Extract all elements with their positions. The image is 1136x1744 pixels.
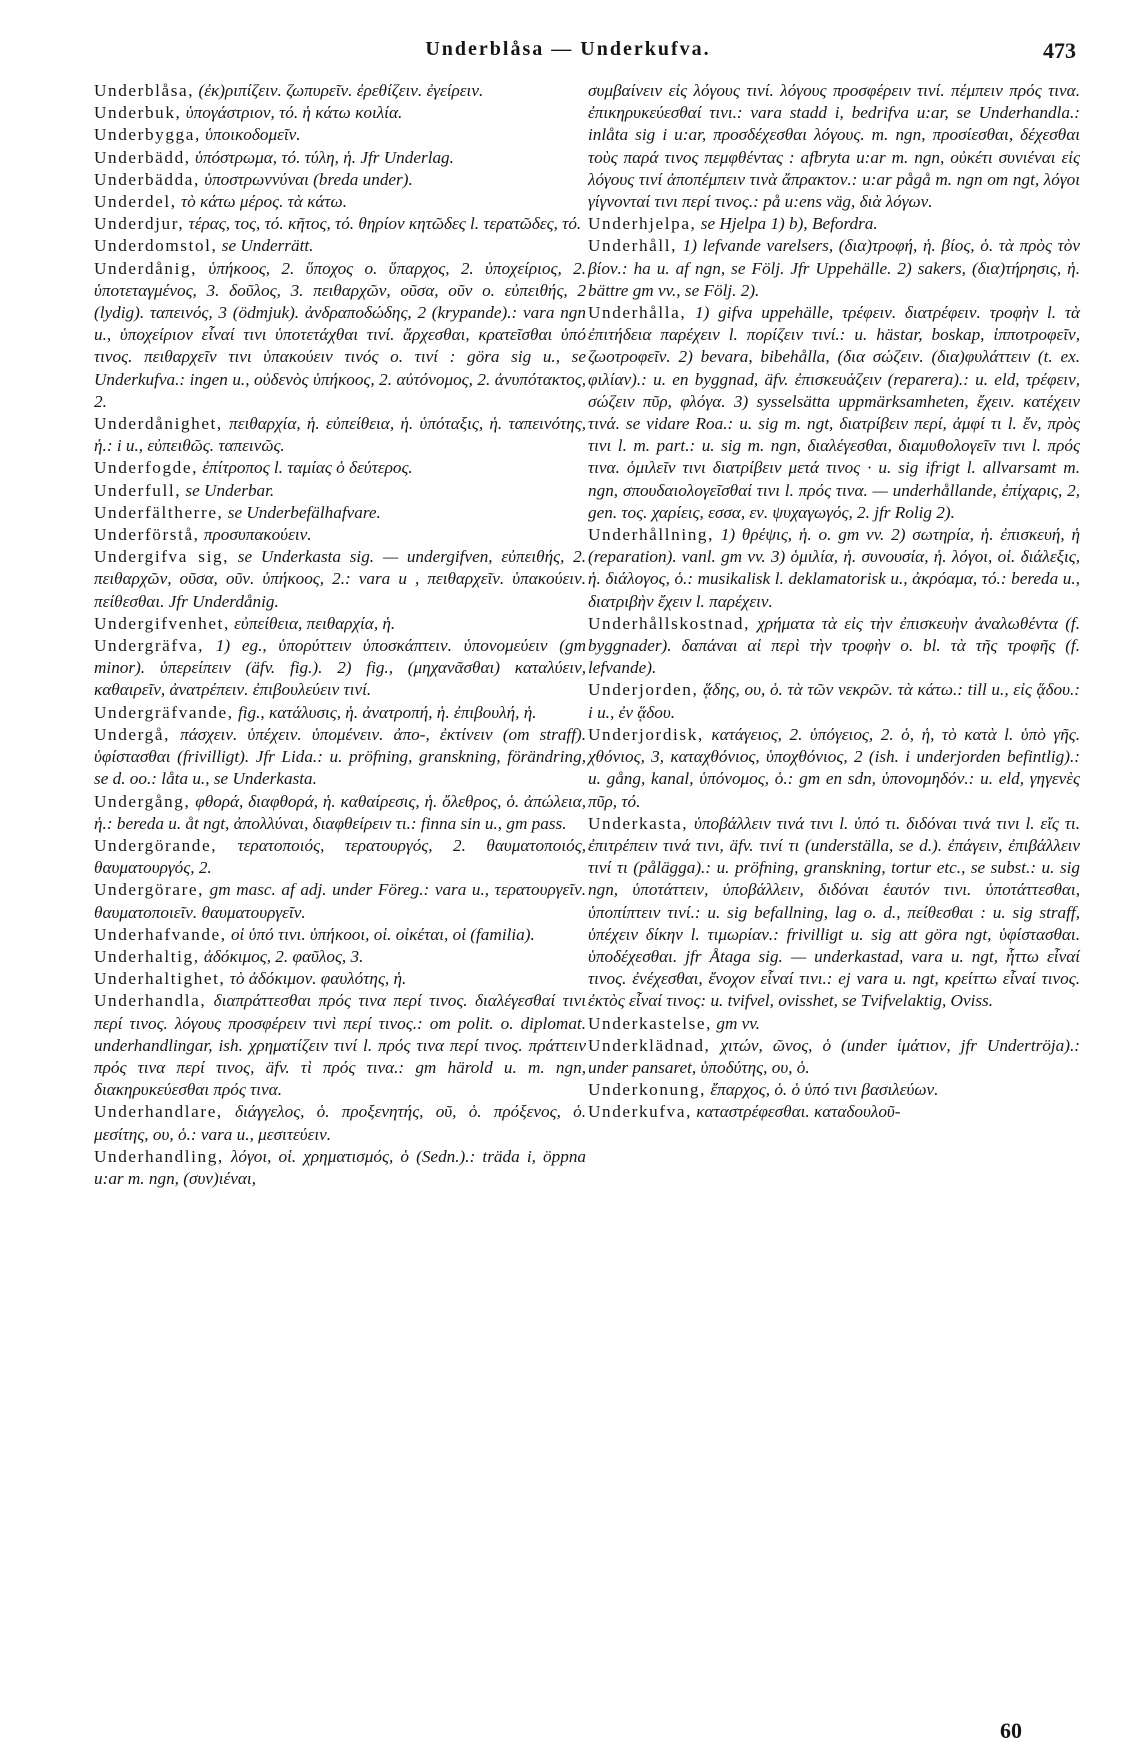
page-number: 473 (1043, 38, 1076, 63)
entry-definition: 1) eg., ὑπορύττειν ὑποσκάπτειν. ὑπονομεύειν (gm minor). ὑπερείπειν (äfv. fig.). 2) fig., (μηχανᾶσθαι) καταλύειν, καθαιρεῖν, ἀνατρέπειν. ἐπιβουλεύειν τινί. (94, 636, 586, 700)
entry-headword: Underfull, (94, 480, 182, 500)
dictionary-entry (94, 613, 586, 635)
dictionary-entry (588, 813, 1080, 1013)
entry-headword: Underhåll, (588, 236, 678, 256)
dictionary-entry (94, 635, 586, 702)
entry-headword: Undergång, (94, 791, 191, 811)
dictionary-entry (94, 524, 586, 546)
dictionary-entry (94, 702, 586, 724)
entry-headword: Underhållning, (588, 525, 714, 545)
entry-definition: τερατοποιός, τερατουργός, 2. θαυματοποιός, θαυματουργός, 2. (94, 835, 586, 878)
dictionary-entry (94, 1146, 586, 1190)
entry-definition: ὑποικοδομεῖν. (200, 125, 301, 145)
dictionary-entry (588, 724, 1080, 813)
entry-definition: ᾅδης, ου, ὁ. τὰ τῶν νεκρῶν. τὰ κάτω.: till u., εἰς ᾅδου.: i u., ἐν ᾅδου. (588, 680, 1080, 722)
entry-definition: χρήματα τὰ εἰς τὴν ἐπισκευὴν ἀναλωθέντα (f. byggnader). δαπάναι αἱ περὶ τὴν τροφὴν o. bl. τὰ τῆς τροφῆς (f. lefvande). (588, 613, 1080, 678)
entry-definition: εὐπείθεια, πειθαρχία, ἡ. (229, 613, 396, 633)
dictionary-entry (94, 1101, 586, 1145)
entry-headword: Underfogde, (94, 458, 198, 478)
entry-definition: (ἐκ)ριπίζειν. ζωπυρεῖν. ἐρεθίζειν. ἐγείρειν. (194, 81, 484, 100)
entry-definition: gm vv. (712, 1013, 760, 1033)
entry-headword: Underdånighet, (94, 414, 223, 434)
dictionary-entry (94, 835, 586, 879)
entry-headword: Undergå, (94, 724, 170, 744)
dictionary-entry (588, 302, 1080, 524)
dictionary-entry (588, 679, 1080, 723)
dictionary-entry (588, 1101, 1080, 1123)
dictionary-entry (94, 879, 586, 923)
entry-definition: τὸ κάτω μέρος. τὰ κάτω. (176, 192, 347, 212)
entry-headword: Underbygga, (94, 125, 201, 145)
entry-definition: se Underbefälhafvare. (223, 502, 381, 522)
entry-definition: ὑποστρωννύναι (breda under). (199, 169, 413, 189)
dictionary-entry (94, 457, 586, 479)
dictionary-entry (94, 169, 586, 191)
entry-headword: Underhandling, (94, 1146, 224, 1166)
dictionary-entry (94, 147, 586, 169)
left-column (94, 80, 586, 1190)
entry-definition: τέρας, τος, τό. κῆτος, τό. θηρίον κητῶδες l. τερατῶδες, τό. (184, 214, 582, 234)
entry-headword: Underdomstol, (94, 236, 218, 256)
entry-headword: Underhjelpa, (588, 214, 697, 234)
entry-headword: Undergräfva, (94, 636, 205, 656)
dictionary-entry (94, 413, 586, 457)
dictionary-entry (588, 1079, 1080, 1101)
entry-headword: Underdånig, (94, 258, 198, 278)
entry-headword: Underbädda, (94, 169, 200, 189)
entry-headword: Underkastelse, (588, 1013, 713, 1033)
entry-headword: Underjordisk, (588, 724, 704, 744)
entry-headword: Underförstå, (94, 525, 200, 545)
dictionary-entry (94, 191, 586, 213)
entry-definition: κατάγειος, 2. ὑπόγειος, 2. ὁ, ἡ, τὸ κατὰ l. ὑπὸ γῆς. χθόνιος, 3, καταχθόνιος, ὑποχθόνιος, 2 (ish. i underjorden befintlig).: u. gång, kanal, ὑπόνομος, ὁ.: gm en sdn, ὑπονομηδόν.: u. eld, γηγενὲς πῦρ, τό. (588, 724, 1080, 811)
dictionary-entry (588, 213, 1080, 235)
dictionary-entry (588, 613, 1080, 680)
entry-definition: χιτών, ῶνος, ὁ (under ἱμάτιον, jfr Undertröja).: under pansaret, ὑποδύτης, ου, ὁ. (588, 1035, 1080, 1077)
dictionary-entry (588, 80, 1080, 213)
entry-definition: τὸ ἀδόκιμον. φαυλότης, ἡ. (225, 969, 407, 989)
entry-definition: διαπράττεσθαι πρός τινα περί τινος. διαλέγεσθαί τινι περί τινος. λόγους προσφέρειν τινὶ περί τινος.: om polit. o. diplomat. underhandlingar, ish. χρηματίζειν τινί l. πρός τινα περί τινος. πράττειν πρός τινα περί τινος, äfv. τὶ πρός τινα.: gm härold u. m. ngn, διακηρυκεύεσθαι πρός τινα. (94, 991, 586, 1100)
entry-definition: ἀδόκιμος, 2. φαῦλος, 3. (199, 946, 364, 966)
dictionary-entry (94, 124, 586, 146)
entry-headword: Underdel, (94, 192, 177, 212)
dictionary-entry (588, 1035, 1080, 1079)
entry-headword: Underhandla, (94, 991, 207, 1011)
entry-headword: Underjorden, (588, 680, 699, 700)
entry-headword: Underhaltighet, (94, 969, 226, 989)
dictionary-entry (588, 1013, 1080, 1035)
entry-headword: Underkasta, (588, 813, 689, 833)
dictionary-entry (588, 524, 1080, 613)
entry-definition: πάσχειν. ὑπέχειν. ὑπομένειν. ἀπο-, ἐκτίνειν (om straff). ὑφίστασθαι (frivilligt). Jfr Lida.: u. pröfning, granskning, förändring, se d. oo.: låta u., se Underkasta. (94, 724, 586, 789)
entry-headword: Underbädd, (94, 147, 191, 167)
entry-headword: Underblåsa, (94, 81, 195, 100)
entry-definition: προσυπακούειν. (199, 525, 312, 545)
entry-definition: ὑπογάστριον, τό. ἡ κάτω κοιλία. (181, 103, 403, 123)
dictionary-entry (94, 102, 586, 124)
entry-definition: se Underbar. (181, 480, 275, 500)
dictionary-entry (94, 724, 586, 791)
entry-headword: Underklädnad, (588, 1035, 711, 1055)
dictionary-entry (94, 80, 586, 102)
entry-definition: ὑπόστρωμα, τό. τύλη, ἡ. Jfr Underlag. (190, 147, 454, 167)
dictionary-entry (94, 235, 586, 257)
entry-headword: Underbuk, (94, 103, 182, 123)
dictionary-entry (94, 946, 586, 968)
entry-headword: Underkufva, (588, 1102, 692, 1122)
entry-definition: λόγοι, οἱ. χρηματισμός, ὁ (Sedn.).: träda i, öppna u:ar m. ngn, (συν)ιέναι, (94, 1146, 586, 1188)
entry-definition: οἱ ὑπό τινι. ὑπήκοοι, οἱ. οἰκέται, οἱ (familia). (226, 924, 535, 944)
dictionary-entry (94, 480, 586, 502)
dictionary-entry (588, 235, 1080, 302)
entry-headword: Underhaltig, (94, 946, 200, 966)
entry-definition: 1) θρέψις, ἡ. o. gm vv. 2) σωτηρία, ἡ. ἐπισκευή, ἡ (reparation). vanl. gm vv. 3) ὁμιλία, ἡ. συνουσία, ἡ. λόγοι, οἱ. διάλεξις, ἡ. διάλογος, ὁ.: musikalisk l. deklamatorisk u., ἀκρόαμα, τό.: bereda u., διατριβὴν ἔχειν l. παρέχειν. (588, 525, 1080, 611)
entry-definition: ἔπαρχος, ὁ. ὁ ὑπό τινι βασιλεύων. (706, 1080, 939, 1100)
entry-definition: gm masc. af adj. under Föreg.: vara u., τερατουργεῖν. θαυματοποιεῖν. θαυματουργεῖν. (94, 880, 586, 922)
signature-mark: 60 (1000, 1718, 1022, 1743)
dictionary-entry (94, 546, 586, 613)
entry-definition: 1) lefvande varelsers, (δια)τροφή, ἡ. βίος, ὁ. τὰ πρὸς τὸν βίον.: ha u. af ngn, se Följ. Jfr Uppehälle. 2) sakers, (δια)τήρησις, ἡ. bättre gm vv., se Följ. 2). (588, 236, 1080, 300)
entry-headword: Undergörande, (94, 835, 218, 855)
dictionary-entry (94, 502, 586, 524)
entry-definition: ὑποβάλλειν τινά τινι l. ὑπό τι. διδόναι τινά τινι l. εἴς τι. ἐπιτρέπειν τινά τινι, äfv. τινί τι (underställa, se d.). ἐπάγειν, ἐπιβάλλειν τινί τι (pålägga).: u. pröfning, granskning, tortur etc., se subst.: u. sig ngn, ὑποτάττειν, ὑποβάλλειν, διδόναι ἑαυτόν τινι. ὑποτάττεσθαι, ὑποπίπτειν τινί.: u. sig befallning, lag o. d., πείθεσθαι : u. sig straff, ὑπέχειν δίκην l. τιμωρίαν.: frivilligt u. sig att göra ngt, ὑφίστασθαι. ὑποδέχεσθαι. jfr Åtaga sig. — underkastad, vara u. ngt, ἧττω εἶναί τινος. ἐνέχεσθαι, ἔνοχον εἶναί τινι.: ej vara u. ngt, κρείττω εἶναί τινος. ἐκτὸς εἶναί τινος: u. tvifvel, ovisshet, se Tvifvelaktig, Oviss. (588, 813, 1080, 1011)
entry-definition: se Underrätt. (217, 236, 314, 256)
entry-definition: διάγγελος, ὁ. προξενητής, οῦ, ὁ. πρόξενος, ὁ. μεσίτης, ου, ὁ.: vara u., μεσιτεύειν. (94, 1102, 586, 1144)
entry-headword: Undergräfvande, (94, 702, 234, 722)
dictionary-entry (94, 791, 586, 835)
entry-definition: fig., κατάλυσις, ἡ. ἀνατροπή, ἡ. ἐπιβουλή, ἡ. (233, 702, 537, 722)
running-header: Underblåsa — Underkufva. (425, 38, 711, 60)
right-column (588, 80, 1080, 1124)
entry-definition: 1) gifva uppehälle, τρέφειν. διατρέφειν. τροφὴν l. τὰ ἐπιτήδεια παρέχειν l. πορίζειν τινί.: u. hästar, boskap, ἱπποτροφεῖν, ζωοτροφεῖν. 2) bevara, bibehålla, (δια σώζειν. (δια)φυλάττειν (t. ex. φιλίαν).: u. en byggnad, äfv. ἐπισκευάζειν (reparera).: u. eld, τρέφειν, σώζειν πῦρ, φλόγα. 3) sysselsätta uppmärksamheten, ἔχειν. κατέχειν τινά. se vidare Roa.: u. sig m. ngt, διατρίβειν περί, ἀμφί τι l. ἔν, πρὸς τινι l. m. part.: u. sig m. ngn, διαλέγεσθαι, διαμυθολογεῖν τινι l. πρός τινα. ὁμιλεῖν τινι διατρίβειν μετά τινος · u. sig ifrigt l. allvarsamt m. ngn, σπουδαιολογεῖσθαί τινι l. πρός τινα. — underhållande, ἐπίχαρις, 2, gen. τος. χαρίεις, εσσα, εν. ψυχαγωγός, 2. jfr Rolig 2). (588, 303, 1080, 522)
dictionary-entry (94, 968, 586, 990)
entry-headword: Underhållskostnad, (588, 613, 750, 633)
dictionary-entry (94, 990, 586, 1101)
entry-definition: πειθαρχία, ἡ. εὐπείθεια, ἡ. ὑπόταξις, ἡ. ταπεινότης, ἡ.: i u., εὐπειθῶς. ταπεινῶς. (94, 414, 586, 456)
entry-definition: ὑπήκοος, 2. ὕποχος o. ὕπαρχος, 2. ὑποχείριος, 2. ὑποτεταγμένος, 3. δοῦλος, 3. πειθαρχῶν, οῦσα, οῦν o. εὐπειθής, 2 (lydig). ταπεινός, 3 (ödmjuk). ἀνδραποδώδης, 2 (krypande).: vara ngn u., ὑποχείριον εἶναί τινι ὑποτετάχθαι τινί. ἄρχεσθαι, κρατεῖσθαι ὑπό τινος. πειθαρχεῖν τινι ὑπακούειν τινός o. τινί : göra sig u., se Underkufva.: ingen u., οὐδενὸς ὑπήκοος, 2. αὐτόνομος, 2. ἀνυπότακτος, 2. (94, 258, 586, 411)
entry-definition: φθορά, διαφθορά, ἡ. καθαίρεσις, ἡ. ὄλεθρος, ὁ. ἀπώλεια, ἡ.: bereda u. åt ngt, ἀπολλύναι, διαφθείρειν τι.: finna sin u., gm pass. (94, 791, 586, 833)
dictionary-entry (94, 924, 586, 946)
entry-headword: Underkonung, (588, 1080, 707, 1100)
entry-definition: se Underkasta sig. — undergifven, εὐπειθής, 2. πειθαρχῶν, οῦσα, οῦν. ὑπήκοος, 2.: vara u , πειθαρχεῖν. ὑπακούειν. πείθεσθαι. Jfr Underdånig. (94, 547, 587, 611)
entry-definition: καταστρέφεσθαι. καταδουλοῦ- (691, 1102, 901, 1122)
entry-headword: Underhandlare, (94, 1102, 223, 1122)
dictionary-entry (94, 258, 586, 413)
dictionary-entry (94, 213, 586, 235)
entry-headword: Underdjur, (94, 214, 185, 234)
entry-headword: Underhafvande, (94, 924, 227, 944)
entry-definition: se Hjelpa 1) b), Befordra. (696, 214, 878, 234)
entry-headword: Underfältherre, (94, 502, 224, 522)
entry-headword: Undergifva sig, (94, 547, 230, 567)
entry-headword: Undergörare, (94, 880, 205, 900)
entry-headword: Undergifvenhet, (94, 613, 230, 633)
entry-definition: ἐπίτροπος l. ταμίας ὁ δεύτερος. (197, 458, 413, 478)
entry-definition: συμβαίνειν εἰς λόγους τινί. λόγους προσφέρειν τινί. πέμπειν πρός τινα. ἐπικηρυκεύεσθαί τινι.: vara stadd i, bedrifva u:ar, se Underhandla.: inlåta sig i u:ar, προσδέχεσθαι λόγους. m. ngn, προσίεσθαι, δέχεσθαι τοὺς παρά τινος πεμφθέντας : afbryta u:ar m. ngn, οὐκέτι συνιέναι εἰς λόγους τινί ἀποπέμπειν τινὰ ἄπρακτον.: u:ar pågå m. ngn om ngt, λόγοι γίγνονταί τινι περί τινος.: på u:ens väg, διὰ λόγων. (588, 81, 1080, 212)
entry-headword: Underhålla, (588, 303, 687, 323)
